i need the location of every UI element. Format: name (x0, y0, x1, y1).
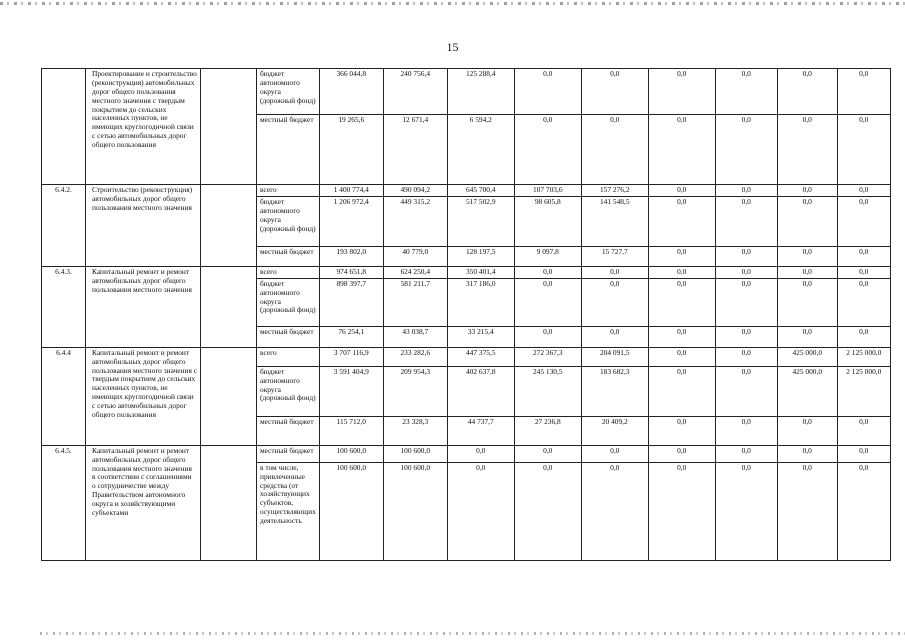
table-row (42, 445, 891, 462)
funding-source: бюджет автономного округа (дорожный фонд) (257, 196, 320, 246)
item-number: 6.4.4 (42, 347, 86, 445)
amount-cell: 100 600,0 (383, 462, 447, 560)
amount-cell: 0,0 (837, 185, 890, 197)
amount-cell: 0,0 (777, 69, 837, 115)
amount-cell: 6 594,2 (447, 115, 514, 185)
amount-cell: 0,0 (715, 416, 777, 445)
amount-cell: 98 605,8 (514, 196, 581, 246)
amount-cell: 0,0 (514, 69, 581, 115)
amount-cell: 76 254,1 (319, 326, 383, 347)
amount-cell: 0,0 (447, 445, 514, 462)
amount-cell: 0,0 (777, 246, 837, 266)
amount-cell: 517 502,9 (447, 196, 514, 246)
amount-cell: 0,0 (837, 445, 890, 462)
table-row (42, 266, 891, 278)
amount-cell: 0,0 (837, 196, 890, 246)
amount-cell: 0,0 (777, 266, 837, 278)
item-name: Проектирование и строительство (реконструкция) автомобильных дорог общего пользования местного значения с твердым покрытием до сельских населенных пунктов, не имеющих круглогодичной связи с сетью автомобильных дорог общего пользования (86, 69, 201, 185)
amount-cell: 0,0 (514, 115, 581, 185)
item-number: 6.4.5. (42, 445, 86, 560)
amount-cell: 3 707 116,9 (319, 347, 383, 366)
scan-noise-top (0, 2, 905, 5)
amount-cell: 425 000,0 (777, 366, 837, 416)
amount-cell: 183 682,3 (581, 366, 648, 416)
amount-cell: 0,0 (581, 69, 648, 115)
amount-cell: 0,0 (715, 69, 777, 115)
funding-source: бюджет автономного округа (дорожный фонд) (257, 278, 320, 326)
amount-cell: 402 637,8 (447, 366, 514, 416)
amount-cell: 0,0 (777, 416, 837, 445)
funding-source: местный бюджет (257, 416, 320, 445)
amount-cell: 0,0 (514, 326, 581, 347)
scan-noise-bottom (40, 632, 905, 635)
amount-cell: 0,0 (837, 246, 890, 266)
amount-cell: 0,0 (715, 326, 777, 347)
executor-cell (201, 266, 257, 347)
amount-cell: 0,0 (777, 185, 837, 197)
amount-cell: 898 397,7 (319, 278, 383, 326)
amount-cell: 0,0 (648, 347, 715, 366)
funding-source: в том числе, привлеченные средства (от хозяйствующих субъектов, осуществляющих деятельность (257, 462, 320, 560)
executor-cell (201, 69, 257, 185)
funding-source: всего (257, 266, 320, 278)
amount-cell: 0,0 (715, 185, 777, 197)
funding-source: всего (257, 185, 320, 197)
amount-cell: 366 044,8 (319, 69, 383, 115)
amount-cell: 3 591 404,9 (319, 366, 383, 416)
amount-cell: 107 703,6 (514, 185, 581, 197)
amount-cell: 100 600,0 (319, 462, 383, 560)
amount-cell: 0,0 (581, 266, 648, 278)
funding-source: местный бюджет (257, 445, 320, 462)
amount-cell: 624 250,4 (383, 266, 447, 278)
amount-cell: 27 236,8 (514, 416, 581, 445)
funding-source: бюджет автономного округа (дорожный фонд) (257, 366, 320, 416)
funding-source: всего (257, 347, 320, 366)
amount-cell: 350 401,4 (447, 266, 514, 278)
amount-cell: 0,0 (715, 462, 777, 560)
amount-cell: 0,0 (581, 462, 648, 560)
amount-cell: 0,0 (648, 462, 715, 560)
amount-cell: 449 315,2 (383, 196, 447, 246)
executor-cell (201, 185, 257, 267)
amount-cell: 317 186,0 (447, 278, 514, 326)
amount-cell: 0,0 (648, 69, 715, 115)
page-number: 15 (446, 40, 459, 54)
amount-cell: 0,0 (648, 196, 715, 246)
amount-cell: 0,0 (777, 326, 837, 347)
amount-cell: 0,0 (581, 326, 648, 347)
amount-cell: 0,0 (514, 278, 581, 326)
amount-cell: 490 094,2 (383, 185, 447, 197)
amount-cell: 245 130,5 (514, 366, 581, 416)
amount-cell: 100 600,0 (319, 445, 383, 462)
executor-cell (201, 445, 257, 560)
amount-cell: 0,0 (648, 445, 715, 462)
amount-cell: 19 265,6 (319, 115, 383, 185)
amount-cell: 0,0 (648, 115, 715, 185)
item-name: Капитальный ремонт и ремонт автомобильных дорог общего пользования местного значения с твердым покрытием до сельских населенных пунктов, не имеющих круглогодичной связи с сетью автомобильных дорог общего пользования (86, 347, 201, 445)
amount-cell: 12 671,4 (383, 115, 447, 185)
amount-cell: 0,0 (837, 462, 890, 560)
amount-cell: 1 206 972,4 (319, 196, 383, 246)
amount-cell: 233 282,6 (383, 347, 447, 366)
amount-cell: 15 727,7 (581, 246, 648, 266)
funding-source: местный бюджет (257, 246, 320, 266)
amount-cell: 0,0 (648, 278, 715, 326)
amount-cell: 2 125 000,0 (837, 347, 890, 366)
amount-cell: 0,0 (581, 445, 648, 462)
amount-cell: 209 954,3 (383, 366, 447, 416)
amount-cell: 0,0 (648, 366, 715, 416)
funding-source: местный бюджет (257, 115, 320, 185)
amount-cell: 0,0 (715, 445, 777, 462)
amount-cell: 974 651,8 (319, 266, 383, 278)
item-name: Капитальный ремонт и ремонт автомобильных дорог общего пользования местного значения в соответствии с соглашениями о сотрудничестве между Правительством автономного округа и хозяйствующими субъектами (86, 445, 201, 560)
amount-cell: 0,0 (648, 266, 715, 278)
amount-cell: 0,0 (648, 246, 715, 266)
amount-cell: 0,0 (837, 326, 890, 347)
amount-cell: 43 038,7 (383, 326, 447, 347)
amount-cell: 40 779,0 (383, 246, 447, 266)
amount-cell: 0,0 (715, 266, 777, 278)
funding-source: бюджет автономного округа (дорожный фонд) (257, 69, 320, 115)
item-number (42, 69, 86, 185)
amount-cell: 0,0 (648, 185, 715, 197)
amount-cell: 0,0 (777, 115, 837, 185)
amount-cell: 2 125 000,0 (837, 366, 890, 416)
amount-cell: 128 197,5 (447, 246, 514, 266)
amount-cell: 240 756,4 (383, 69, 447, 115)
amount-cell: 0,0 (837, 69, 890, 115)
item-name: Строительство (реконструкция) автомобильных дорог общего пользования местного значения (86, 185, 201, 267)
amount-cell: 0,0 (715, 196, 777, 246)
amount-cell: 125 288,4 (447, 69, 514, 115)
amount-cell: 0,0 (648, 326, 715, 347)
amount-cell: 0,0 (648, 416, 715, 445)
amount-cell: 33 215,4 (447, 326, 514, 347)
amount-cell: 204 091,5 (581, 347, 648, 366)
amount-cell: 447 375,5 (447, 347, 514, 366)
amount-cell: 44 737,7 (447, 416, 514, 445)
amount-cell: 0,0 (581, 115, 648, 185)
amount-cell: 0,0 (777, 278, 837, 326)
amount-cell: 20 409,2 (581, 416, 648, 445)
amount-cell: 0,0 (777, 445, 837, 462)
item-name: Капитальный ремонт и ремонт автомобильных дорог общего пользования местного значения (86, 266, 201, 347)
amount-cell: 0,0 (715, 347, 777, 366)
amount-cell: 141 548,5 (581, 196, 648, 246)
amount-cell: 0,0 (837, 416, 890, 445)
amount-cell: 0,0 (715, 246, 777, 266)
amount-cell: 0,0 (447, 462, 514, 560)
item-number: 6.4.3. (42, 266, 86, 347)
table-row (42, 185, 891, 197)
amount-cell: 272 367,3 (514, 347, 581, 366)
amount-cell: 0,0 (581, 278, 648, 326)
amount-cell: 425 000,0 (777, 347, 837, 366)
funding-source: местный бюджет (257, 326, 320, 347)
amount-cell: 1 400 774,4 (319, 185, 383, 197)
amount-cell: 0,0 (514, 266, 581, 278)
amount-cell: 0,0 (715, 366, 777, 416)
amount-cell: 23 328,3 (383, 416, 447, 445)
amount-cell: 0,0 (837, 278, 890, 326)
amount-cell: 0,0 (837, 266, 890, 278)
amount-cell: 0,0 (837, 115, 890, 185)
amount-cell: 193 802,0 (319, 246, 383, 266)
amount-cell: 9 097,8 (514, 246, 581, 266)
amount-cell: 645 700,4 (447, 185, 514, 197)
item-number: 6.4.2. (42, 185, 86, 267)
table-row (42, 347, 891, 366)
budget-table (41, 68, 891, 561)
amount-cell: 0,0 (514, 462, 581, 560)
amount-cell: 0,0 (514, 445, 581, 462)
amount-cell: 157 276,2 (581, 185, 648, 197)
amount-cell: 581 211,7 (383, 278, 447, 326)
amount-cell: 115 712,0 (319, 416, 383, 445)
amount-cell: 0,0 (777, 196, 837, 246)
amount-cell: 100 600,0 (383, 445, 447, 462)
amount-cell: 0,0 (777, 462, 837, 560)
amount-cell: 0,0 (715, 115, 777, 185)
amount-cell: 0,0 (715, 278, 777, 326)
executor-cell (201, 347, 257, 445)
table-row (42, 69, 891, 115)
